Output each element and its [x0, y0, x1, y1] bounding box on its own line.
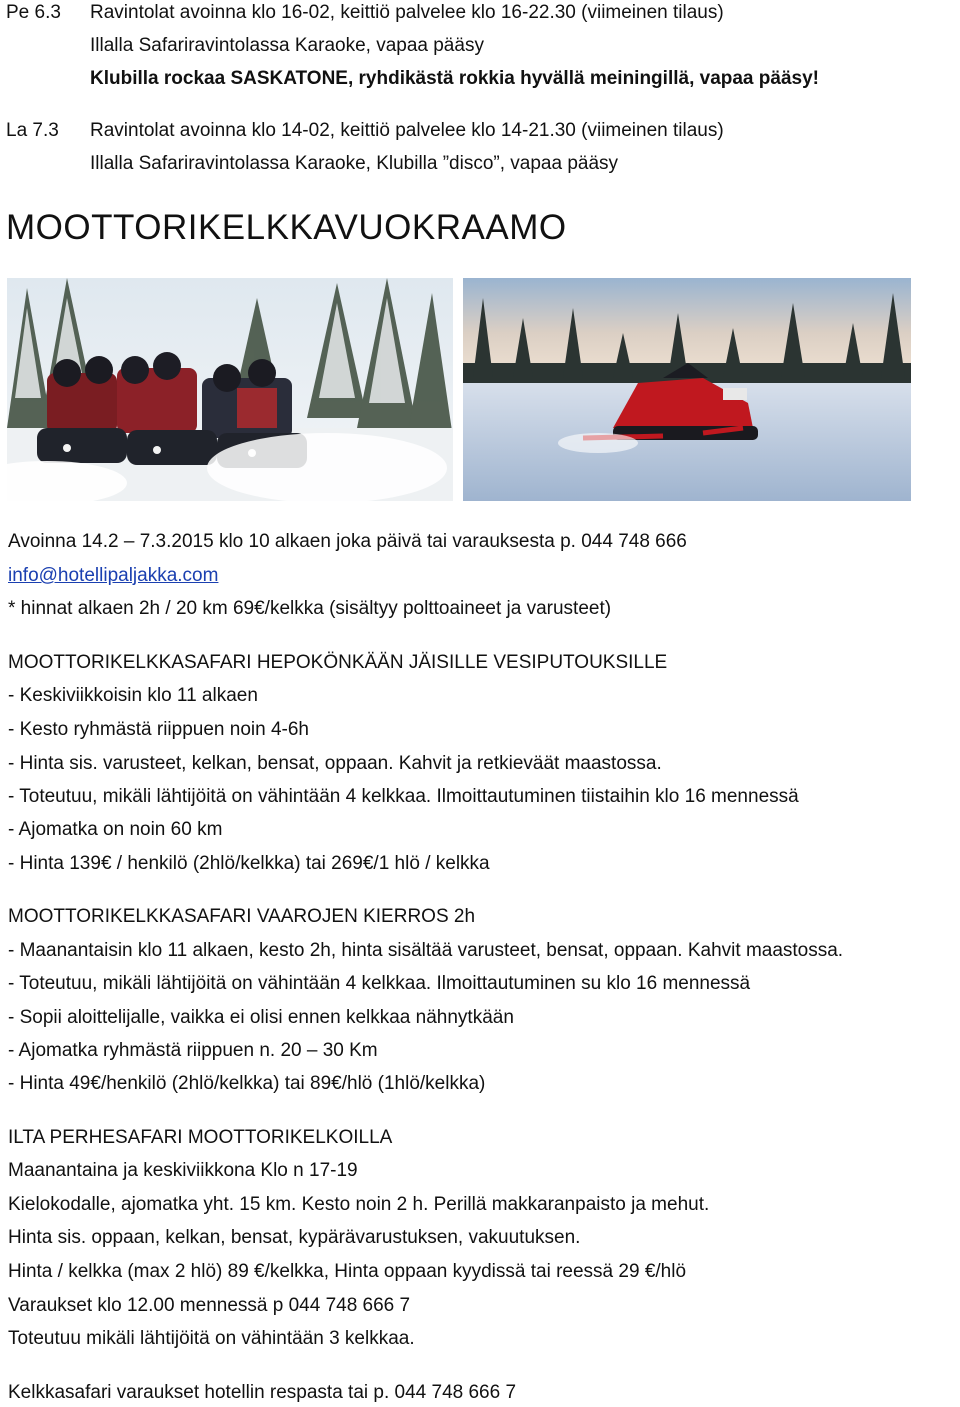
booking-footer: Kelkkasafari varaukset hotellin respasta tai p. 044 748 666 7	[8, 1382, 517, 1403]
rental-email-link[interactable]: info@hotellipaljakka.com	[8, 565, 219, 586]
safari3-line: Hinta / kelkka (max 2 hlö) 89 €/kelkka, Hinta oppaan kyydissä tai reessä 29 €/hlö	[8, 1261, 687, 1282]
friday-line-2: Illalla Safariravintolassa Karaoke, vapaa pääsy	[90, 35, 484, 56]
safari2-line: - Hinta 49€/henkilö (2hlö/kelkka) tai 89€/hlö (1hlö/kelkka)	[8, 1073, 486, 1094]
saturday-line-1: Ravintolat avoinna klo 14-02, keittiö palvelee klo 14-21.30 (viimeinen tilaus)	[90, 120, 724, 141]
safari3-line: Kielokodalle, ajomatka yht. 15 km. Kesto noin 2 h. Perillä makkaranpaisto ja mehut.	[8, 1194, 710, 1215]
safari1-title: MOOTTORIKELKKASAFARI HEPOKÖNKÄÄN JÄISILLE VESIPUTOUKSILLE	[8, 652, 668, 673]
day-label-friday: Pe 6.3	[6, 2, 61, 23]
safari1-line: - Keskiviikkoisin klo 11 alkaen	[8, 685, 258, 706]
safari3-line: Hinta sis. oppaan, kelkan, bensat, kypärävarustuksen, vakuutuksen.	[8, 1227, 581, 1248]
red-snowmobile-photo	[463, 278, 911, 501]
safari1-line: - Toteutuu, mikäli lähtijöitä on vähintään 4 kelkkaa. Ilmoittautuminen tiistaihin klo 16 mennessä	[8, 786, 799, 807]
safari1-line: - Ajomatka on noin 60 km	[8, 819, 223, 840]
rental-open-line: Avoinna 14.2 – 7.3.2015 klo 10 alkaen joka päivä tai varauksesta p. 044 748 666	[8, 531, 687, 552]
safari1-line: - Kesto ryhmästä riippuen noin 4-6h	[8, 719, 309, 740]
safari3-line: Varaukset klo 12.00 mennessä p 044 748 666 7	[8, 1295, 411, 1316]
rental-heading: MOOTTORIKELKKAVUOKRAAMO	[6, 208, 567, 247]
rental-price-line: * hinnat alkaen 2h / 20 km 69€/kelkka (sisältyy polttoaineet ja varusteet)	[8, 598, 612, 619]
safari1-line: - Hinta 139€ / henkilö (2hlö/kelkka) tai 269€/1 hlö / kelkka	[8, 853, 490, 874]
safari2-line: - Ajomatka ryhmästä riippuen n. 20 – 30 Km	[8, 1040, 378, 1061]
safari2-line: - Sopii aloittelijalle, vaikka ei olisi ennen kelkkaa nähnytkään	[8, 1007, 514, 1028]
safari3-title: ILTA PERHESAFARI MOOTTORIKELKOILLA	[8, 1127, 393, 1148]
friday-line-3: Klubilla rockaa SASKATONE, ryhdikästä rokkia hyvällä meiningillä, vapaa pääsy!	[90, 68, 819, 89]
safari1-line: - Hinta sis. varusteet, kelkan, bensat, oppaan. Kahvit ja retkieväät maastossa.	[8, 753, 662, 774]
day-label-saturday: La 7.3	[6, 120, 59, 141]
snowmobile-group-photo	[7, 278, 453, 501]
safari3-line: Toteutuu mikäli lähtijöitä on vähintään 3 kelkkaa.	[8, 1328, 415, 1349]
safari2-line: - Toteutuu, mikäli lähtijöitä on vähintään 4 kelkkaa. Ilmoittautuminen su klo 16 mennessä	[8, 973, 751, 994]
saturday-line-2: Illalla Safariravintolassa Karaoke, Klubilla ”disco”, vapaa pääsy	[90, 153, 619, 174]
friday-line-1: Ravintolat avoinna klo 16-02, keittiö palvelee klo 16-22.30 (viimeinen tilaus)	[90, 2, 724, 23]
safari2-title: MOOTTORIKELKKASAFARI VAAROJEN KIERROS 2h	[8, 906, 476, 927]
safari3-line: Maanantaina ja keskiviikkona Klo n 17-19	[8, 1160, 358, 1181]
safari2-line: - Maanantaisin klo 11 alkaen, kesto 2h, hinta sisältää varusteet, bensat, oppaan. Kahvit maastossa.	[8, 940, 844, 961]
